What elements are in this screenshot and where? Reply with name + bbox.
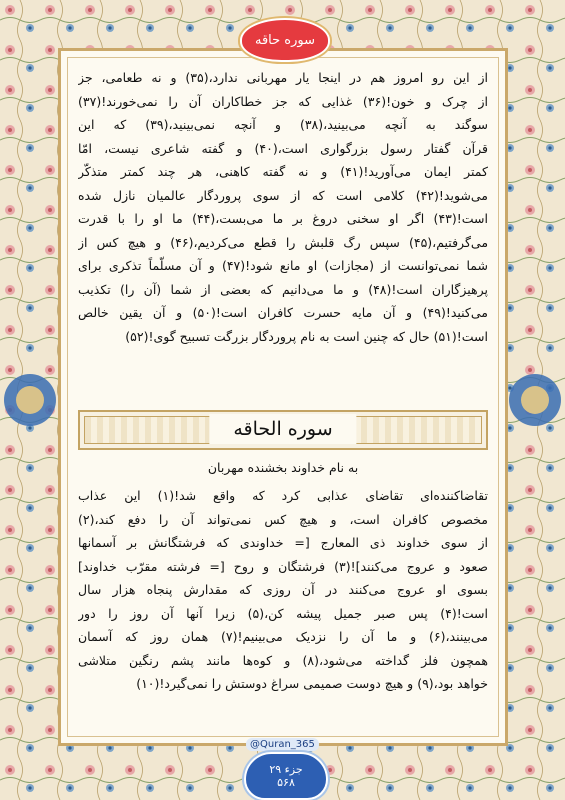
verse-line: شما نمی‌توانست از (مجازات) او مانع شود!(۴۷) و آن مسلّماً تذکری برای	[78, 258, 488, 273]
verse-line: صعود و عروج می‌کنند]!(۳) فرشتگان و روح [= فرشته مقرّب خداوند]	[78, 558, 488, 574]
channel-handle: @Quran_365	[246, 738, 319, 751]
verse-line: پرهیزگاران است!(۴۸) و ما می‌دانیم که بعضی از شما (آن را) تکذیب	[78, 281, 488, 297]
verse-line: است!(۴۳) اگر او سخنی دروغ بر ما می‌بست،(۴۴) ما او را با قدرت	[78, 211, 488, 226]
verse-line: سوگند به آنچه می‌بینید،(۳۸) و آنچه نمی‌بینید،(۳۹) که این	[78, 117, 488, 132]
juz-label: جزء ۲۹	[269, 763, 303, 776]
surah-tag	[240, 18, 330, 62]
verse-line: همچون فلز گداخته می‌شود،(۸) و کوه‌ها مانند پشم رنگین متلاشی	[78, 652, 488, 668]
verse-line: بسوی او عروج می‌کنند در آن روزی که مقدارش پنجاه هزار سال	[78, 582, 488, 597]
verse-line: است!(۵۱) حال که چنین است به نام پروردگار بزرگت تسبیح گوی!(۵۲)	[125, 328, 488, 344]
verse-line: می‌گرفتیم،(۴۵) سپس رگ قلبش را قطع می‌کردیم،(۴۶) و هیچ کس از	[78, 234, 488, 250]
verse-line: تقاضاکننده‌ای تقاضای عذابی کرد که واقع شد!(۱) این عذاب	[78, 488, 488, 503]
verse-line: است!(۴) پس صبر جمیل پیشه کن،(۵) زیرا آنها آن روز را دور	[78, 605, 488, 621]
verses-section-1	[78, 66, 488, 348]
verse-line: می‌شوید!(۴۲) کلامی است که از سوی پروردگار عالمیان نازل شده	[78, 187, 488, 203]
verse-line: از سوی خداوند ذی المعارج [= خداوندی که فرشتگانش بر آسمانها	[78, 535, 488, 550]
verse-line: از چرک و خون!(۳۶) غذایی که جز خطاکاران آن را نمی‌خورند!(۳۷)	[78, 93, 488, 109]
verse-line: قرآن گفتار رسول بزرگواری است،(۴۰) و گفته شاعری نیست، امّا	[78, 140, 488, 156]
page-number: ۵۶۸	[277, 776, 295, 789]
page-badge	[244, 752, 328, 800]
verses-section-2	[78, 484, 488, 696]
verse-line: می‌بینند،(۶) و ما آن را نزدیک می‌بینیم!(۷) همان روز که آسمان	[78, 629, 488, 644]
verse-line: می‌کنید!(۴۹) و آن مایه حسرت کافران است!(۵۰) و آن یقین خالص	[78, 305, 488, 320]
surah-title: سوره الحاقه	[209, 414, 356, 444]
basmala: به نام خداوند بخشنده مهربان	[207, 460, 359, 475]
verse-line: مخصوص کافران است، و هیچ کس نمی‌تواند آن را دفع کند،(۲)	[78, 511, 488, 527]
verse-line: خواهد بود،(۹) و هیچ دوست صمیمی سراغ دوستش را نمی‌گیرد!(۱۰)	[136, 676, 488, 691]
surah-tag-label: سوره حاقه	[254, 32, 315, 48]
surah-title-banner	[78, 410, 488, 450]
verse-line: از این رو امروز هم در اینجا یار مهربانی ندارد،(۳۵) و نه طعامی، جز	[78, 70, 488, 85]
verse-line: کمتر ایمان می‌آورید!(۴۱) و نه گفته کاهنی، هر چند کمتر متذکّر	[78, 164, 488, 179]
